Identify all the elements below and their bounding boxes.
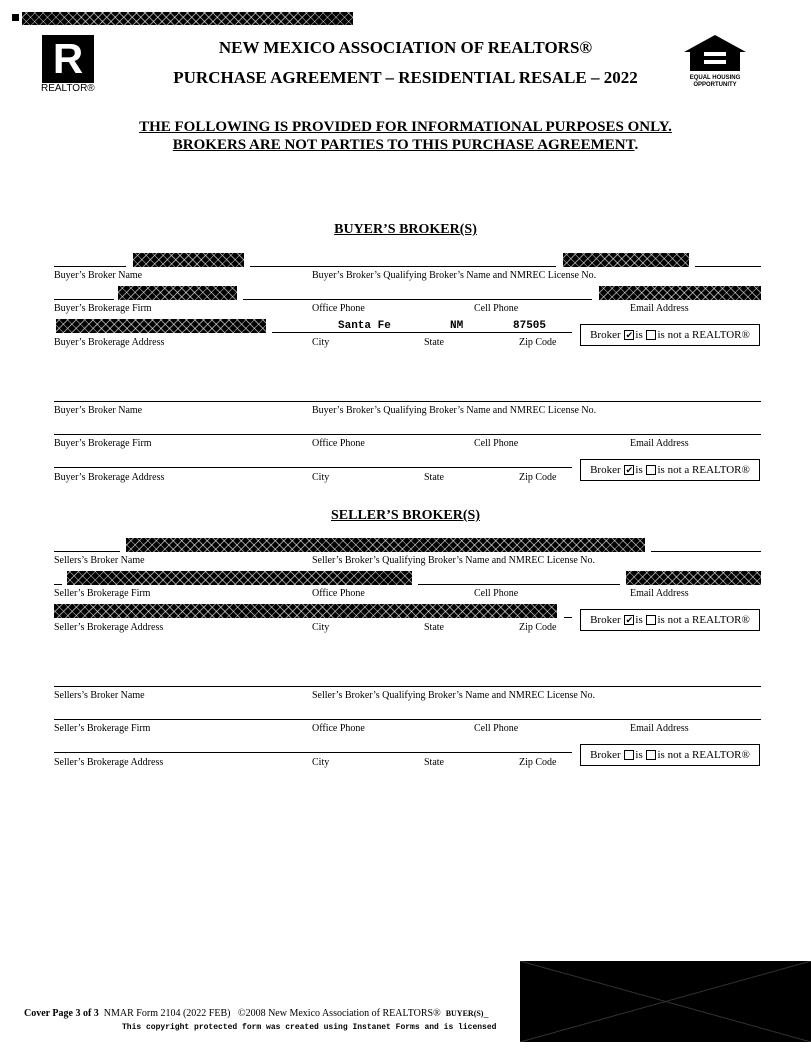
buyer1-phone-line[interactable] — [243, 299, 592, 300]
redacted-header-text — [22, 12, 353, 25]
seller1-zip-line[interactable] — [564, 617, 572, 618]
seller1-email-redacted — [626, 571, 761, 585]
buyer1-state-label: State — [424, 337, 444, 348]
buyer2-is-not-realtor-checkbox[interactable] — [646, 465, 656, 475]
buyer1-firm-line[interactable] — [54, 299, 114, 300]
seller1-firm-line[interactable] — [54, 584, 62, 585]
footer-line: Cover Page 3 of 3 NMAR Form 2104 (2022 FEB) ©2008 New Mexico Association of REALTORS® BUYER(S)_ — [24, 1008, 489, 1019]
buyer2-address-line[interactable] — [54, 467, 572, 468]
notice-line-1: THE FOLLOWING IS PROVIDED FOR INFORMATIONAL PURPOSES ONLY. — [139, 119, 672, 135]
buyer2-firm-line[interactable] — [54, 434, 761, 435]
buyer2-email-label: Email Address — [630, 438, 689, 449]
footer-instanet: This copyright protected form was created using Instanet Forms and is licensed — [122, 1023, 497, 1032]
footer-redacted-box — [520, 961, 811, 1042]
buyer1-city-value: Santa Fe — [338, 320, 391, 332]
realtor-logo-block: R — [42, 35, 94, 83]
seller2-is-not-realtor-checkbox[interactable] — [646, 750, 656, 760]
seller1-state-label: State — [424, 622, 444, 633]
realtor-logo-text: REALTOR® — [41, 83, 95, 94]
seller1-office-phone-label: Office Phone — [312, 588, 365, 599]
eho-text-1: EQUAL HOUSING — [689, 75, 741, 81]
buyer2-realtor-prefix: Broker — [590, 464, 621, 476]
buyer2-is-label: is — [635, 464, 643, 476]
seller1-realtor-prefix: Broker — [590, 614, 621, 626]
buyer1-email-label: Email Address — [630, 303, 689, 314]
redaction-cross — [520, 961, 811, 1042]
buyer2-cell-phone-label: Cell Phone — [474, 438, 519, 449]
buyer2-office-phone-label: Office Phone — [312, 438, 365, 449]
notice-line-2: BROKERS ARE NOT PARTIES TO THIS PURCHASE AGREEMENT. — [172, 137, 639, 153]
seller2-realtor-box — [580, 744, 760, 766]
seller2-is-label: is — [635, 749, 643, 761]
seller2-office-phone-label: Office Phone — [312, 723, 365, 734]
buyer2-name-line[interactable] — [54, 401, 761, 402]
house-icon — [682, 33, 748, 73]
buyer2-qualifying-label: Buyer’s Broker’s Qualifying Broker’s Name and NMREC License No. — [312, 405, 597, 416]
seller2-address-line[interactable] — [54, 752, 572, 753]
footer-buyer-initials: BUYER(S) — [445, 1009, 484, 1018]
seller2-cell-phone-label: Cell Phone — [474, 723, 519, 734]
seller1-email-label: Email Address — [630, 588, 689, 599]
eho-text-2: OPPORTUNITY — [693, 82, 737, 88]
buyer1-address-label: Buyer’s Brokerage Address — [54, 337, 165, 348]
buyer1-state-value: NM — [450, 320, 464, 332]
buyer1-office-phone-label: Office Phone — [312, 303, 365, 314]
seller2-email-label: Email Address — [630, 723, 689, 734]
seller1-firm-label: Seller’s Brokerage Firm — [54, 588, 151, 599]
buyer1-zip-value: 87505 — [513, 320, 547, 332]
seller1-is-not-label: is not a REALTOR® — [657, 614, 750, 626]
buyer2-city-label: City — [312, 472, 330, 483]
buyer1-name-label: Buyer’s Broker Name — [54, 270, 143, 281]
buyer1-license-redacted — [563, 253, 689, 267]
buyer2-zip-label: Zip Code — [519, 472, 557, 483]
buyer1-license-line[interactable] — [695, 266, 761, 267]
seller2-city-label: City — [312, 757, 330, 768]
seller1-zip-label: Zip Code — [519, 622, 557, 633]
seller1-name-redacted — [126, 538, 645, 552]
page-subtitle: PURCHASE AGREEMENT – RESIDENTIAL RESALE – 2022 — [173, 68, 638, 87]
buyer2-firm-label: Buyer’s Brokerage Firm — [54, 438, 152, 449]
seller2-state-label: State — [424, 757, 444, 768]
buyer1-is-not-label: is not a REALTOR® — [657, 329, 750, 341]
buyer1-city-label: City — [312, 337, 330, 348]
seller2-is-not-label: is not a REALTOR® — [657, 749, 750, 761]
notice-line-2-text: BROKERS ARE NOT PARTIES TO THIS PURCHASE AGREEMENT — [172, 137, 635, 153]
buyer1-is-label: is — [635, 329, 643, 341]
seller2-firm-line[interactable] — [54, 719, 761, 720]
seller2-realtor-prefix: Broker — [590, 749, 621, 761]
seller1-realtor-box — [580, 609, 760, 631]
buyer2-state-label: State — [424, 472, 444, 483]
seller1-city-label: City — [312, 622, 330, 633]
seller2-name-label: Sellers’s Broker Name — [54, 690, 145, 701]
buyer2-is-not-label: is not a REALTOR® — [657, 464, 750, 476]
buyer2-is-realtor-checkbox[interactable]: ✔ — [625, 465, 634, 475]
buyer1-email-redacted — [599, 286, 761, 300]
buyer1-cell-phone-label: Cell Phone — [474, 303, 519, 314]
buyer1-is-realtor-checkbox[interactable]: ✔ — [625, 330, 634, 340]
buyer1-address-redacted — [56, 319, 266, 333]
sellers-broker-heading: SELLER’S BROKER(S) — [331, 508, 480, 523]
buyer1-qualifying-label: Buyer’s Broker’s Qualifying Broker’s Name and NMREC License No. — [312, 270, 597, 281]
buyer2-realtor-box — [580, 459, 760, 481]
buyer1-realtor-prefix: Broker — [590, 329, 621, 341]
buyer2-address-label: Buyer’s Brokerage Address — [54, 472, 165, 483]
seller1-firm-redacted — [67, 571, 412, 585]
buyers-broker-heading: BUYER’S BROKER(S) — [334, 222, 477, 237]
seller2-zip-label: Zip Code — [519, 757, 557, 768]
seller1-address-redacted — [54, 604, 557, 618]
seller2-is-realtor-checkbox[interactable] — [624, 750, 634, 760]
seller1-license-line[interactable] — [651, 551, 761, 552]
buyer1-is-not-realtor-checkbox[interactable] — [646, 330, 656, 340]
footer-copyright: ©2008 New Mexico Association of REALTORS® — [237, 1008, 441, 1019]
seller1-qualifying-label: Seller’s Broker’s Qualifying Broker’s Name and NMREC License No. — [312, 555, 596, 566]
seller1-name-line[interactable] — [54, 551, 120, 552]
buyer1-zip-label: Zip Code — [519, 337, 557, 348]
buyer1-name-line[interactable] — [54, 266, 126, 267]
buyer1-city-line[interactable] — [272, 332, 572, 333]
seller1-is-realtor-checkbox[interactable]: ✔ — [625, 615, 634, 625]
page-title: NEW MEXICO ASSOCIATION OF REALTORS® — [218, 38, 593, 57]
seller1-is-label: is — [635, 614, 643, 626]
footer-page: Cover Page 3 of 3 — [24, 1008, 99, 1019]
footer-form: NMAR Form 2104 (2022 FEB) — [103, 1008, 231, 1019]
seller2-firm-label: Seller’s Brokerage Firm — [54, 723, 151, 734]
buyer1-firm-label: Buyer’s Brokerage Firm — [54, 303, 152, 314]
buyer1-name-redacted — [133, 253, 244, 267]
seller2-name-line[interactable] — [54, 686, 761, 687]
buyer1-firm-redacted — [118, 286, 237, 300]
seller1-address-label: Seller’s Brokerage Address — [54, 622, 164, 633]
seller1-is-not-realtor-checkbox[interactable] — [646, 615, 656, 625]
corner-marker — [12, 14, 19, 21]
buyer1-qualifying-line[interactable] — [250, 266, 556, 267]
seller1-cell-phone-label: Cell Phone — [474, 588, 519, 599]
seller2-qualifying-label: Seller’s Broker’s Qualifying Broker’s Name and NMREC License No. — [312, 690, 596, 701]
buyer2-name-label: Buyer’s Broker Name — [54, 405, 143, 416]
equal-housing-logo — [682, 33, 748, 91]
seller1-phone-line[interactable] — [418, 584, 620, 585]
buyer1-realtor-box — [580, 324, 760, 346]
seller1-name-label: Sellers’s Broker Name — [54, 555, 145, 566]
seller2-address-label: Seller’s Brokerage Address — [54, 757, 164, 768]
